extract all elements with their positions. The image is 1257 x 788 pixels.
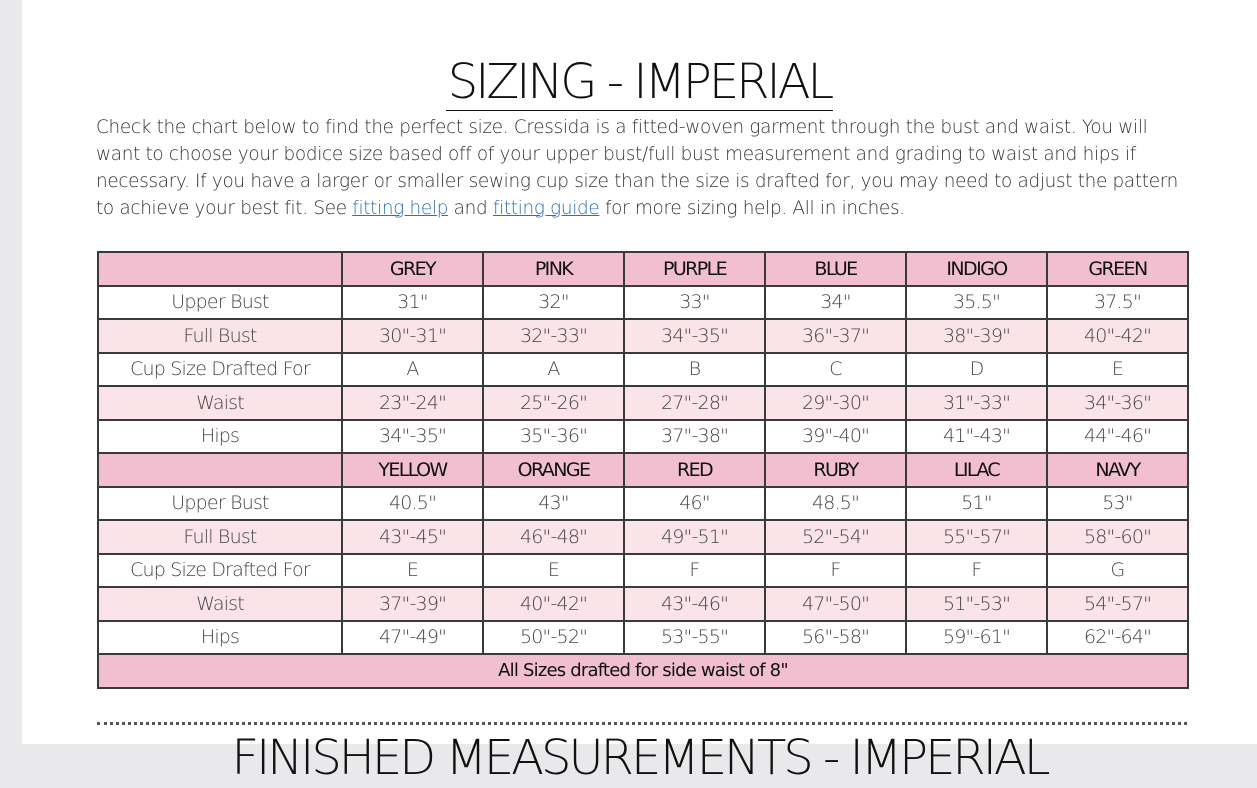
header-blank-cell — [98, 252, 342, 286]
table-cell: B — [624, 353, 765, 387]
table-cell: 39"-40" — [765, 420, 906, 454]
table-cell: 25"-26" — [483, 386, 624, 420]
next-section-title: FINISHED MEASUREMENTS - IMPERIAL — [231, 730, 1048, 786]
document-page — [22, 0, 1257, 786]
table-cell: A — [342, 353, 483, 387]
table-cell: 30"-31" — [342, 319, 483, 353]
table-cell: 34"-35" — [342, 420, 483, 454]
table-cell: 32"-33" — [483, 319, 624, 353]
table-cell: 46" — [624, 487, 765, 521]
size-header-cell: INDIGO — [906, 252, 1047, 286]
table-cell: 43"-46" — [624, 587, 765, 621]
table-row — [98, 621, 1188, 655]
row-label: Upper Bust — [98, 286, 342, 320]
size-header-row — [98, 453, 1188, 487]
intro-paragraph — [96, 114, 1191, 222]
table-cell: 40"-42" — [483, 587, 624, 621]
row-label: Waist — [98, 587, 342, 621]
table-row — [98, 420, 1188, 454]
header-blank-cell — [98, 453, 342, 487]
size-header-cell: RED — [624, 453, 765, 487]
table-cell: G — [1047, 554, 1188, 588]
size-header-cell: LILAC — [906, 453, 1047, 487]
table-cell: E — [483, 554, 624, 588]
table-cell: 44"-46" — [1047, 420, 1188, 454]
size-header-cell: RUBY — [765, 453, 906, 487]
table-cell: 48.5" — [765, 487, 906, 521]
page-title — [22, 52, 1257, 112]
table-cell: 51"-53" — [906, 587, 1047, 621]
table-row — [98, 587, 1188, 621]
table-cell: 38"-39" — [906, 319, 1047, 353]
table-cell: 32" — [483, 286, 624, 320]
row-label: Waist — [98, 386, 342, 420]
row-label: Hips — [98, 420, 342, 454]
table-cell: 43" — [483, 487, 624, 521]
table-cell: 37"-38" — [624, 420, 765, 454]
row-label: Full Bust — [98, 520, 342, 554]
table-cell: 47"-49" — [342, 621, 483, 655]
table-row — [98, 386, 1188, 420]
row-label: Upper Bust — [98, 487, 342, 521]
table-cell: 36"-37" — [765, 319, 906, 353]
table-cell: 34" — [765, 286, 906, 320]
table-cell: E — [342, 554, 483, 588]
row-label: Cup Size Drafted For — [98, 353, 342, 387]
table-footer-row — [98, 654, 1188, 688]
size-header-cell: NAVY — [1047, 453, 1188, 487]
table-cell: 31" — [342, 286, 483, 320]
table-cell: 55"-57" — [906, 520, 1047, 554]
table-cell: 47"-50" — [765, 587, 906, 621]
size-header-cell: GREEN — [1047, 252, 1188, 286]
table-row — [98, 554, 1188, 588]
table-cell: A — [483, 353, 624, 387]
table-cell: 56"-58" — [765, 621, 906, 655]
side-waist-note: All Sizes drafted for side waist of 8" — [98, 654, 1188, 688]
table-cell: 34"-36" — [1047, 386, 1188, 420]
table-cell: 37"-39" — [342, 587, 483, 621]
table-cell: F — [765, 554, 906, 588]
table-cell: F — [906, 554, 1047, 588]
table-cell: 31"-33" — [906, 386, 1047, 420]
table-cell: 27"-28" — [624, 386, 765, 420]
table-cell: 23"-24" — [342, 386, 483, 420]
size-header-cell: YELLOW — [342, 453, 483, 487]
table-cell: 35.5" — [906, 286, 1047, 320]
table-cell: 53"-55" — [624, 621, 765, 655]
size-header-row — [98, 252, 1188, 286]
dotted-divider — [97, 722, 1187, 725]
table-cell: 35"-36" — [483, 420, 624, 454]
table-row — [98, 487, 1188, 521]
size-header-cell: GREY — [342, 252, 483, 286]
size-header-cell: BLUE — [765, 252, 906, 286]
size-header-cell: ORANGE — [483, 453, 624, 487]
table-cell: 58"-60" — [1047, 520, 1188, 554]
table-cell: 43"-45" — [342, 520, 483, 554]
table-cell: 59"-61" — [906, 621, 1047, 655]
table-cell: 40.5" — [342, 487, 483, 521]
table-cell: C — [765, 353, 906, 387]
intro-text-1: Check the chart below to find the perfect size. Cressida is a fitted-woven garment through the bust and waist. You will want to choose your bodice size based off of your upper bust/full bust measurement and grading to waist and hips if necessary. If you have a larger or smaller sewing cup size than the size is drafted for, you may need to adjust the pattern to achieve your best fit. See — [96, 117, 1179, 219]
intro-text-2: and — [448, 198, 493, 219]
fitting-help-link[interactable]: fitting help — [352, 198, 449, 219]
table-row — [98, 353, 1188, 387]
table-cell: D — [906, 353, 1047, 387]
table-cell: 49"-51" — [624, 520, 765, 554]
page-title-text: SIZING - IMPERIAL — [447, 54, 832, 110]
table-cell: E — [1047, 353, 1188, 387]
size-header-cell: PINK — [483, 252, 624, 286]
table-row — [98, 520, 1188, 554]
sizing-table — [97, 251, 1189, 689]
table-row — [98, 286, 1188, 320]
table-cell: 34"-35" — [624, 319, 765, 353]
row-label: Hips — [98, 621, 342, 655]
table-cell: 41"-43" — [906, 420, 1047, 454]
table-cell: 51" — [906, 487, 1047, 521]
table-cell: 52"-54" — [765, 520, 906, 554]
table-cell: 29"-30" — [765, 386, 906, 420]
table-cell: 53" — [1047, 487, 1188, 521]
table-cell: 33" — [624, 286, 765, 320]
table-row — [98, 319, 1188, 353]
table-cell: 37.5" — [1047, 286, 1188, 320]
table-cell: 40"-42" — [1047, 319, 1188, 353]
table-cell: 62"-64" — [1047, 621, 1188, 655]
table-cell: 54"-57" — [1047, 587, 1188, 621]
table-cell: 46"-48" — [483, 520, 624, 554]
table-cell: F — [624, 554, 765, 588]
row-label: Cup Size Drafted For — [98, 554, 342, 588]
size-header-cell: PURPLE — [624, 252, 765, 286]
table-cell: 50"-52" — [483, 621, 624, 655]
intro-text-3: for more sizing help. All in inches. — [599, 198, 905, 219]
row-label: Full Bust — [98, 319, 342, 353]
fitting-guide-link[interactable]: fitting guide — [492, 198, 600, 219]
